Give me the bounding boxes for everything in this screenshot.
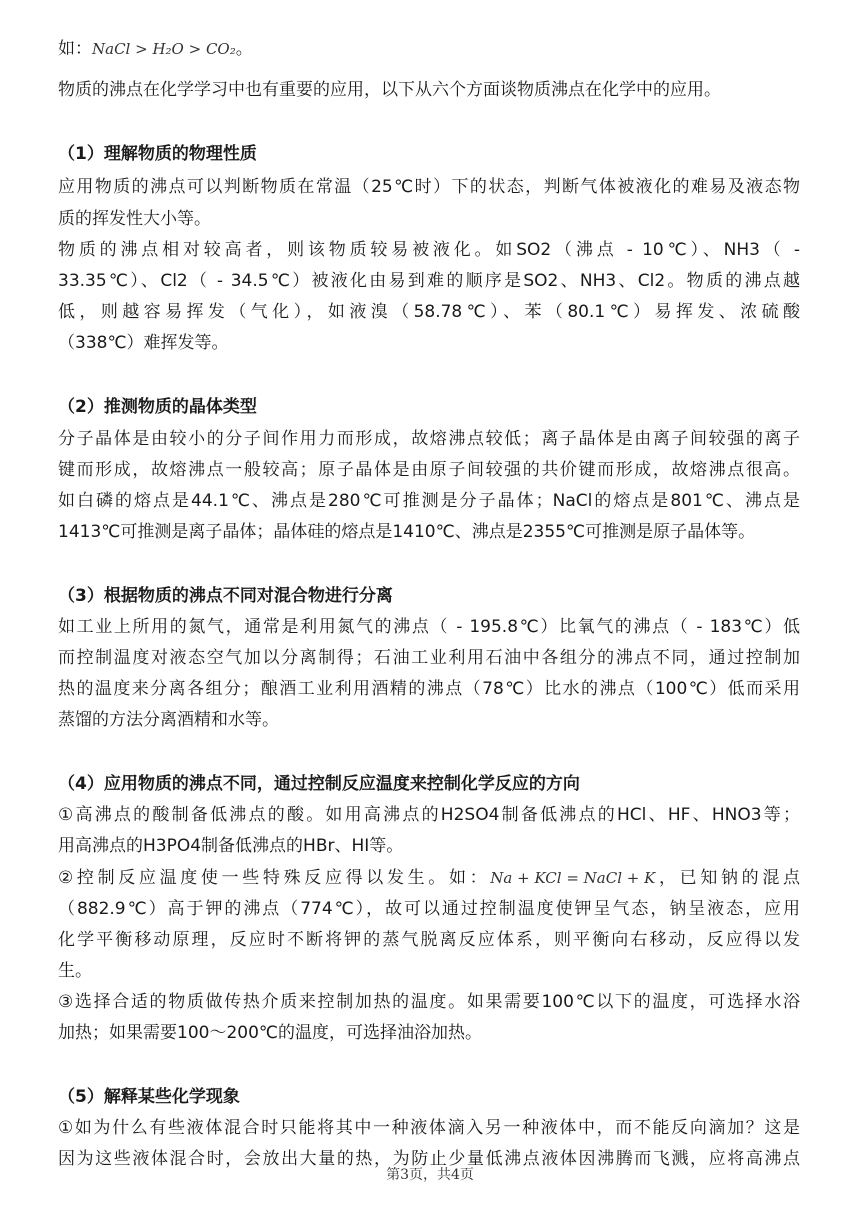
paragraph-line: 33.35℃）、Cl2（ - 34.5℃）被液化由易到难的顺序是SO2、NH3、Cl2。物质的沸点越 [58, 271, 800, 291]
paragraph-line: ①高沸点的酸制备低沸点的酸。如用高沸点的H2SO4制备低沸点的HCl、HF、HNO3等； [58, 805, 800, 825]
paragraph-line: 物质的沸点相对较高者，则该物质较易被液化。如SO2（沸点 - 10℃）、NH3（ - [58, 240, 800, 260]
paragraph-line: 用高沸点的H3PO4制备低沸点的HBr、HI等。 [58, 836, 404, 856]
paragraph-line: 低，则越容易挥发（气化），如液溴（58.78℃）、苯（80.1℃）易挥发、浓硫酸 [58, 302, 800, 322]
formula-paragraph-line [58, 866, 800, 890]
paragraph-line: ①如为什么有些液体混合时只能将其中一种液体滴入另一种液体中，而不能反向滴加？这是 [58, 1118, 800, 1138]
reaction-suffix: ，已知钠的混点 [655, 868, 800, 888]
paragraph-line: 而控制温度对液态空气加以分离制得；石油工业利用石油中各组分的沸点不同，通过控制加 [58, 648, 800, 668]
paragraph-line: （338℃）难挥发等。 [58, 333, 229, 353]
paragraph-line: 热的温度来分离各组分；酿酒工业利用酒精的沸点（78℃）比水的沸点（100℃）低而采用 [58, 679, 800, 699]
page-number-footer: 第3页，共4页 [386, 1167, 474, 1183]
paragraph-line: 质的挥发性大小等。 [58, 209, 211, 229]
paragraph-line: 因为这些液体混合时，会放出大量的热，为防止少量低沸点液体因沸腾而飞溅，应将高沸点 [58, 1149, 800, 1169]
section-heading-4: （4）应用物质的沸点不同，通过控制反应温度来控制化学反应的方向 [58, 774, 580, 794]
paragraph-line: 分子晶体是由较小的分子间作用力而形成，故熔沸点较低；离子晶体是由离子间较强的离子 [58, 429, 800, 449]
paragraph-line: 键而形成，故熔沸点一般较高；原子晶体是由原子间较强的共价键而形成，故熔沸点很高。 [58, 460, 800, 480]
formula-line [58, 37, 253, 61]
paragraph-line: 如白磷的熔点是44.1℃、沸点是280℃可推测是分子晶体；NaCl的熔点是801℃、沸点是 [58, 491, 800, 511]
paragraph-line: 应用物质的沸点可以判断物质在常温（25℃时）下的状态，判断气体被液化的难易及液态物 [58, 177, 800, 197]
intro-prefix: 如： [58, 39, 92, 59]
sodium-potassium-reaction-formula: Na + KCl = NaCl + K [490, 869, 656, 887]
boiling-order-formula: NaCl > H₂O > CO₂ [92, 40, 236, 58]
intro-paragraph: 物质的沸点在化学学习中也有重要的应用，以下从六个方面谈物质沸点在化学中的应用。 [58, 80, 721, 100]
paragraph-line: 生。 [58, 961, 92, 981]
paragraph-line: 蒸馏的方法分离酒精和水等。 [58, 710, 279, 730]
intro-suffix: 。 [235, 39, 253, 59]
section-heading-3: （3）根据物质的沸点不同对混合物进行分离 [58, 586, 393, 606]
paragraph-line: 加热；如果需要100～200℃的温度，可选择油浴加热。 [58, 1023, 482, 1043]
paragraph-line: 如工业上所用的氮气，通常是利用氮气的沸点（ - 195.8℃）比氧气的沸点（ - 183℃）低 [58, 617, 800, 637]
section-heading-2: （2）推测物质的晶体类型 [58, 397, 257, 417]
section-heading-1: （1）理解物质的物理性质 [58, 144, 257, 164]
section-heading-5: （5）解释某些化学现象 [58, 1087, 240, 1107]
paragraph-line: 1413℃可推测是离子晶体；晶体硅的熔点是1410℃、沸点是2355℃可推测是原子晶体等。 [58, 522, 756, 542]
paragraph-line: ③选择合适的物质做传热介质来控制加热的温度。如果需要100℃以下的温度，可选择水浴 [58, 992, 800, 1012]
reaction-prefix: ②控制反应温度使一些特殊反应得以发生。如： [58, 868, 491, 888]
paragraph-line: （882.9℃）高于钾的沸点（774℃），故可以通过控制温度使钾呈气态，钠呈液态，应用 [58, 899, 800, 919]
paragraph-line: 化学平衡移动原理，反应时不断将钾的蒸气脱离反应体系，则平衡向右移动，反应得以发 [58, 930, 800, 950]
